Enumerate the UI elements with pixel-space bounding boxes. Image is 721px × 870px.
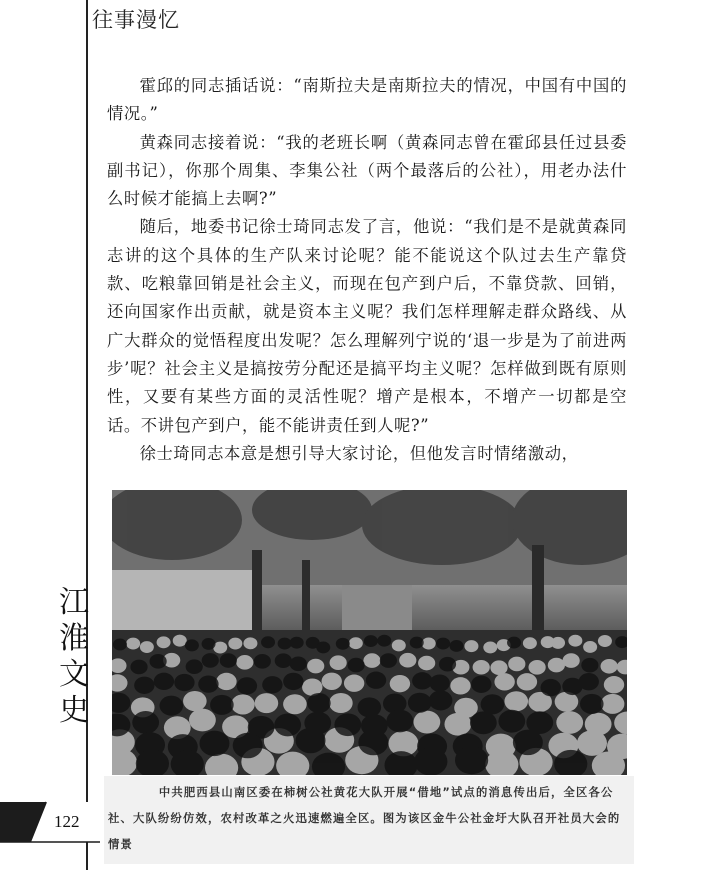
paragraph: 霍邱的同志插话说：“南斯拉夫是南斯拉夫的情况，中国有中国的情况。” — [107, 76, 627, 124]
magazine-title-char: 淮 — [59, 621, 89, 656]
magazine-title-char: 江 — [59, 585, 89, 620]
magazine-title-char: 文 — [59, 657, 89, 692]
paragraph: 随后，地委书记徐士琦同志发了言，他说：“我们是不是就黄森同志讲的这个具体的生产队来讨论呢？能不能说这个队过去生产靠贷款、吃粮靠回销是社会主义，而现在包产到户后，不靠贷款、回销，还向国家作出贡献，就是资本主义呢？我们怎样理解走群众路线、从广大群众的觉悟程度出发呢？怎么理解列宁说的‘退一步是为了前进两步’呢？社会主义是搞按劳分配还是搞平均主义呢？怎样做到既有原则性，又要有某些方面的灵活性呢？增产是根本，不增产一切都是空话。不讲包产到户，能不能讲责任到人呢?” — [107, 217, 627, 435]
magazine-title-vertical — [58, 585, 90, 729]
page-number: 122 — [54, 812, 80, 831]
page-number-tab — [0, 796, 100, 848]
photo-caption: 中共肥西县山南区委在柿树公社黄花大队开展“借地”试点的消息传出后，全区各公社、大队纷纷仿效，农村改革之火迅速燃遍全区。图为该区金牛公社金圩大队召开社员大会的情景 — [108, 786, 621, 851]
left-margin-rule — [86, 0, 88, 870]
paragraph: 黄森同志接着说：“我的老班长啊（黄森同志曾在霍邱县任过县委副书记），你那个周集、李集公社（两个最落后的公社），用老办法什么时候才能搞上去啊?” — [107, 132, 627, 209]
article-body — [107, 72, 627, 468]
meeting-photo — [112, 490, 627, 775]
photo-caption-box — [104, 776, 634, 864]
left-margin — [0, 0, 86, 870]
section-title: 往事漫忆 — [92, 8, 180, 32]
magazine-title-char: 史 — [59, 693, 89, 728]
paragraph: 徐士琦同志本意是想引导大家讨论，但他发言时情绪激动， — [139, 443, 579, 463]
